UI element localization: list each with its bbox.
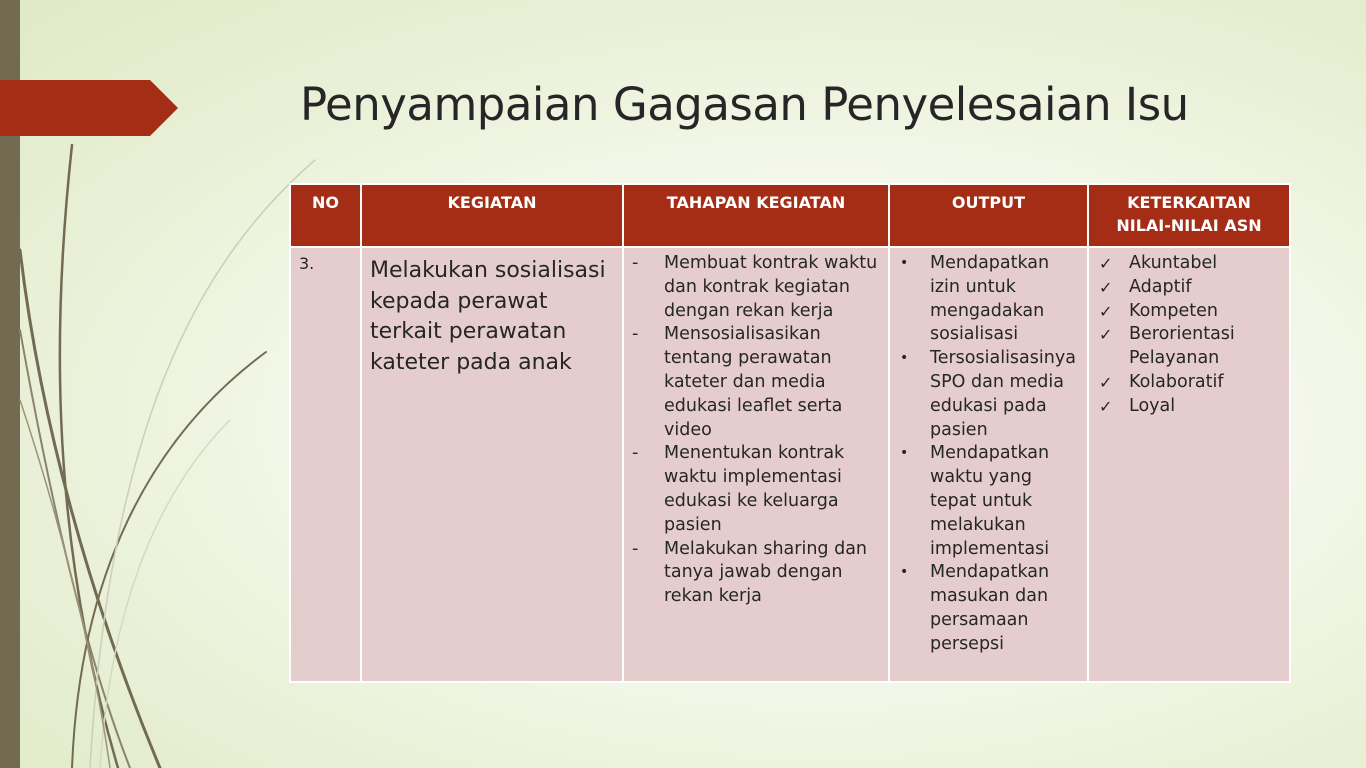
list-item	[896, 347, 1081, 442]
header-keterkaitan-line1: KETERKAITAN	[1127, 193, 1251, 212]
dash-marker: -	[632, 253, 639, 273]
nilai-item-text: Kompeten	[1129, 300, 1218, 321]
list-item	[1095, 300, 1283, 324]
cell-output	[889, 247, 1088, 682]
nilai-list	[1095, 252, 1283, 419]
bullet-marker: •	[900, 445, 909, 462]
tahapan-item-text: Menentukan kontrak waktu implementasi edukasi ke keluarga pasien	[664, 443, 845, 535]
output-list	[896, 252, 1081, 657]
list-item	[630, 252, 882, 323]
list-item	[1095, 276, 1283, 300]
table-header-row	[290, 184, 1290, 247]
list-item	[1095, 395, 1283, 419]
dash-marker: -	[632, 443, 639, 464]
bullet-marker: •	[900, 564, 909, 581]
nilai-item-text: Adaptif	[1129, 276, 1192, 297]
checkmark-icon: ✓	[1099, 372, 1113, 392]
nilai-item-text: Kolaboratif	[1129, 371, 1224, 392]
output-item-text: Mendapatkan izin untuk mengadakan sosialisasi	[930, 253, 1050, 345]
list-item	[1095, 371, 1283, 395]
list-item	[896, 561, 1081, 656]
bullet-marker: •	[900, 255, 909, 271]
tahapan-item-text: Membuat kontrak waktu dan kontrak kegiatan dengan rekan kerja	[664, 253, 878, 321]
list-item	[896, 442, 1081, 561]
header-keterkaitan-nilai	[1088, 184, 1290, 247]
bullet-marker: •	[900, 350, 909, 367]
header-output: OUTPUT	[889, 184, 1088, 247]
checkmark-icon: ✓	[1099, 254, 1113, 273]
list-item	[896, 252, 1081, 347]
checkmark-icon: ✓	[1099, 277, 1113, 297]
tahapan-item-text: Mensosialisasikan tentang perawatan kateter dan media edukasi leaflet serta video	[664, 324, 843, 440]
dash-marker: -	[632, 324, 639, 345]
nilai-item-text: Loyal	[1129, 395, 1176, 416]
cell-keterkaitan-nilai	[1088, 247, 1290, 682]
output-item-text: Mendapatkan waktu yang tepat untuk melakukan implementasi	[930, 443, 1050, 559]
cell-no: 3.	[290, 247, 361, 682]
list-item	[630, 442, 882, 537]
output-item-text: Tersosialisasinya SPO dan media edukasi pada pasien	[930, 348, 1076, 440]
list-item	[630, 323, 882, 442]
header-kegiatan: KEGIATAN	[361, 184, 623, 247]
checkmark-icon: ✓	[1099, 325, 1113, 345]
header-no: NO	[290, 184, 361, 247]
cell-tahapan	[623, 247, 889, 682]
tahapan-item-text: Melakukan sharing dan tanya jawab dengan rekan kerja	[664, 538, 868, 607]
list-item	[1095, 323, 1283, 371]
header-keterkaitan-line2: NILAI-NILAI ASN	[1116, 216, 1262, 235]
checkmark-icon: ✓	[1099, 396, 1113, 416]
tahapan-list	[630, 252, 882, 609]
checkmark-icon: ✓	[1099, 301, 1113, 321]
output-item-text: Mendapatkan masukan dan persamaan persepsi	[930, 562, 1050, 654]
table-row	[290, 247, 1290, 682]
dash-marker: -	[632, 538, 639, 559]
slide-title: Penyampaian Gagasan Penyelesaian Isu	[300, 78, 1189, 131]
nilai-item-text: Berorientasi Pelayanan	[1129, 324, 1235, 369]
list-item	[630, 538, 882, 609]
issue-resolution-table	[289, 183, 1291, 683]
cell-kegiatan: Melakukan sosialisasi kepada perawat terkait perawatan kateter pada anak	[361, 247, 623, 682]
nilai-item-text: Akuntabel	[1129, 253, 1218, 273]
header-tahapan-kegiatan: TAHAPAN KEGIATAN	[623, 184, 889, 247]
list-item	[1095, 252, 1283, 276]
